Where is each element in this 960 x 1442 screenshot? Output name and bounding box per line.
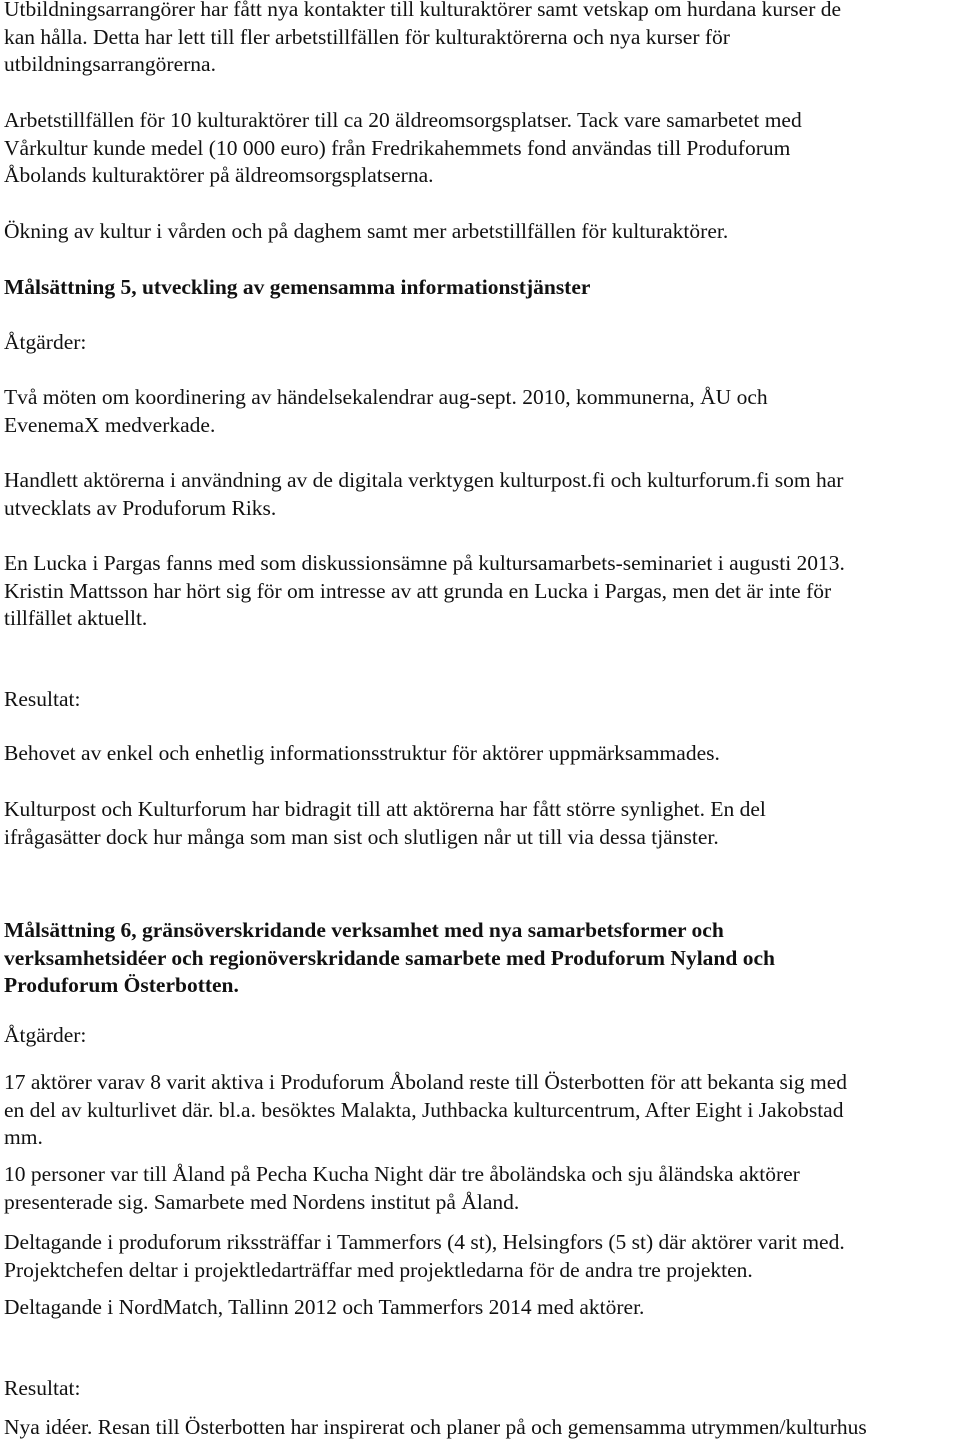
label-text: Resultat: [4,1376,81,1400]
text-line: tillfället aktuellt. [4,606,148,630]
label-text: Åtgärder: [4,1023,87,1047]
text-line: Handlett aktörerna i användning av de digitala verktygen kulturpost.fi och kulturforum.fi som har [4,468,844,492]
heading-text: Målsättning 5, utveckling av gemensamma informationstjänster [4,275,591,299]
text-line: Vårkultur kunde medel (10 000 euro) från Fredrikahemmets fond användas till Produforum [4,135,791,160]
heading-text: verksamhetsidéer och regionöverskridande samarbete med Produforum Nyland och [4,945,775,970]
label-text: Resultat: [4,687,81,711]
text-line: en del av kulturlivet där. bl.a. besöktes Malakta, Juthbacka kulturcentrum, After Eight i Jakobstad [4,1097,844,1122]
text-line: Arbetstillfällen för 10 kulturaktörer till ca 20 äldreomsorgsplatser. Tack vare samarbetet med [4,108,802,132]
heading-goal-5 [4,274,949,302]
paragraph-new-ideas [4,1414,949,1442]
text-line: Kulturpost och Kulturforum har bidragit till att aktörerna har fått större synlighet. En del [4,797,766,821]
paragraph-culture-increase [4,218,949,246]
text-line: EvenemaX medverkade. [4,412,216,437]
text-line: Behovet av enkel och enhetlig informationsstruktur för aktörer uppmärksammades. [4,741,720,765]
text-line: 10 personer var till Åland på Pecha Kucha Night där tre åboländska och sju åländska aktörer [4,1162,800,1186]
paragraph-work-opportunities [4,107,949,190]
text-line: Två möten om koordinering av händelsekalendrar aug-sept. 2010, kommunerna, ÅU och [4,385,768,409]
text-line: Kristin Mattsson har hört sig för om intresse av att grunda en Lucka i Pargas, men det är inte för [4,578,832,603]
text-line: Deltagande i NordMatch, Tallinn 2012 och Tammerfors 2014 med aktörer. [4,1295,645,1319]
text-line: 17 aktörer varav 8 varit aktiva i Produforum Åboland reste till Österbotten för att bekanta sig med [4,1070,848,1094]
paragraph-training-organizers [4,0,949,79]
text-line: utbildningsarrangörerna. [4,52,216,76]
text-line: Deltagande i produforum rikssträffar i Tammerfors (4 st), Helsingfors (5 st) där aktörer varit med. [4,1230,845,1254]
text-line: utvecklats av Produforum Riks. [4,495,277,520]
text-line: presenterade sig. Samarbete med Nordens institut på Åland. [4,1189,520,1214]
heading-text: Målsättning 6, gränsöverskridande verksamhet med nya samarbetsformer och [4,918,724,942]
text-line: Utbildningsarrangörer har fått nya kontakter till kulturaktörer samt vetskap om hurdana kurser de [4,0,842,21]
label-results-2 [4,1375,949,1403]
text-line: Åbolands kulturaktörer på äldreomsorgsplatserna. [4,163,434,187]
paragraph-nordmatch [4,1294,949,1322]
text-line: ifrågasätter dock hur många som man sist och slutligen når ut till via dessa tjänster. [4,824,719,849]
label-actions-2 [4,1022,949,1050]
heading-text: Produforum Österbotten. [4,973,239,997]
paragraph-visibility [4,796,949,851]
paragraph-meetings [4,384,949,439]
text-line: Projektchefen deltar i projektledarträffar med projektledarna för de andra tre projekten. [4,1257,753,1282]
paragraph-information-need [4,740,949,768]
text-line: Ökning av kultur i vården och på daghem samt mer arbetstillfällen för kulturaktörer. [4,219,729,243]
text-line: kan hålla. Detta har lett till fler arbetstillfällen för kulturaktörerna och nya kurser för [4,24,730,49]
text-line: En Lucka i Pargas fanns med som diskussionsämne på kultursamarbets-seminariet i augusti 2013. [4,551,845,575]
label-actions-1 [4,329,949,357]
label-results-1 [4,686,949,714]
paragraph-national-meetings [4,1229,949,1284]
paragraph-digital-tools [4,467,949,522]
text-line: mm. [4,1125,43,1149]
paragraph-pecha-kucha [4,1161,949,1216]
paragraph-lucka-pargas [4,550,949,633]
paragraph-trip-osterbotten [4,1069,949,1152]
label-text: Åtgärder: [4,330,87,354]
heading-goal-6 [4,917,949,1000]
text-line: Nya idéer. Resan till Österbotten har inspirerat och planer på och gemensamma utrymmen/kulturhus [4,1415,867,1439]
